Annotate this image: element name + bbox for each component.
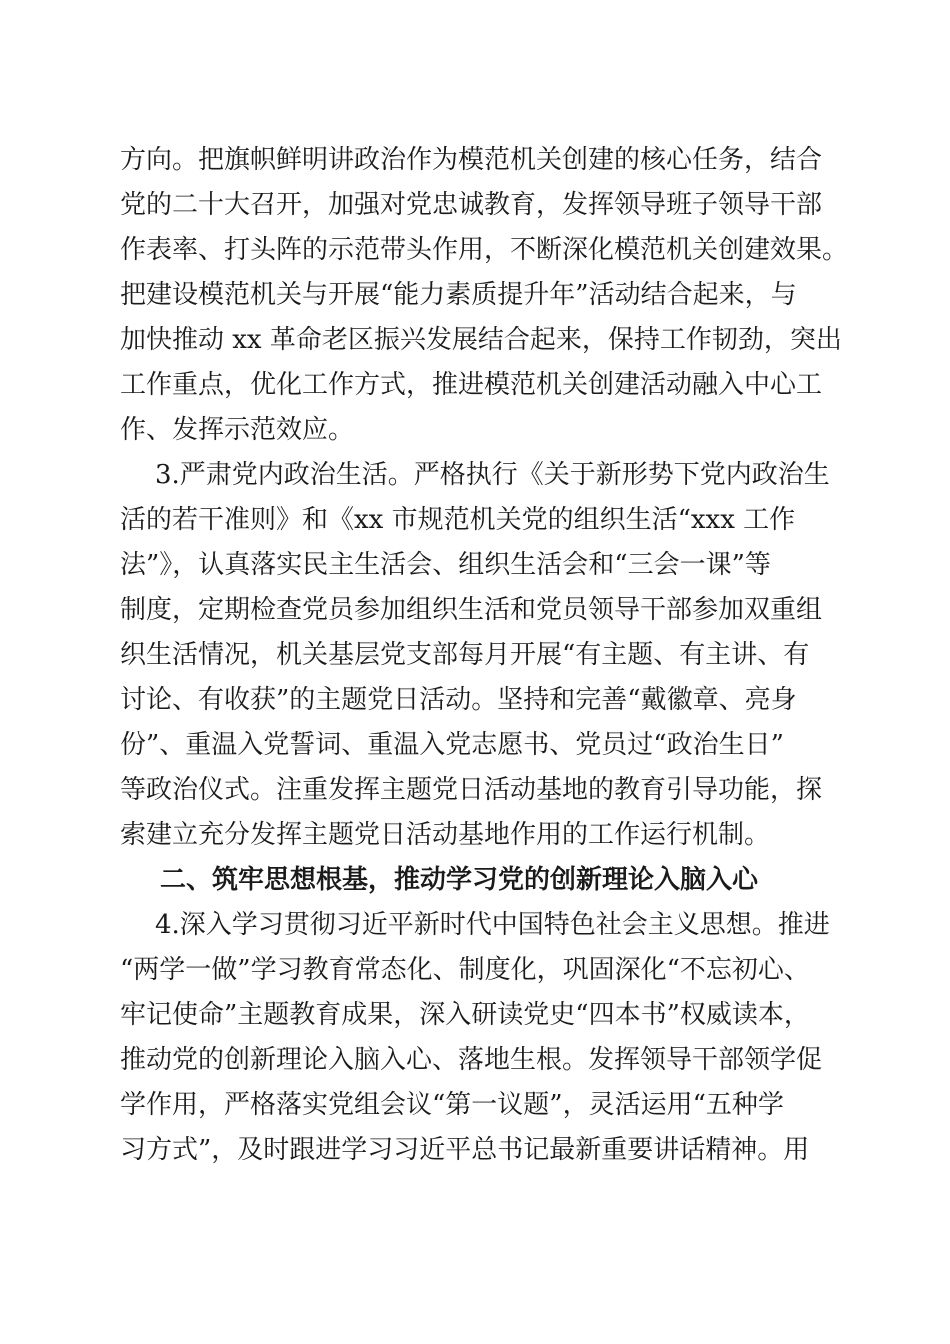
paragraph-4-first-line: 4.深入学习贯彻习近平新时代中国特色社会主义思想。推进 (155, 910, 830, 940)
text-line: 习方式”，及时跟进学习习近平总书记最新重要讲话精神。用 (120, 1135, 810, 1165)
text-line: 份”、重温入党誓词、重温入党志愿书、党员过“政治生日” (120, 730, 784, 760)
text-line: 方向。把旗帜鲜明讲政治作为模范机关创建的核心任务，结合 (120, 145, 823, 175)
text-line: 学作用，严格落实党组会议“第一议题”，灵活运用“五种学 (120, 1090, 784, 1120)
text-line: 索建立充分发挥主题党日活动基地作用的工作运行机制。 (120, 820, 771, 850)
section-heading: 二、筑牢思想根基，推动学习党的创新理论入脑入心 (160, 865, 759, 895)
text-line: 等政治仪式。注重发挥主题党日活动基地的教育引导功能，探 (120, 775, 823, 805)
text-line: 织生活情况，机关基层党支部每月开展“有主题、有主讲、有 (120, 640, 810, 670)
text-line: “两学一做”学习教育常态化、制度化，巩固深化“不忘初心、 (120, 955, 810, 985)
text-line: 讨论、有收获”的主题党日活动。坚持和完善“戴徽章、亮身 (120, 685, 797, 715)
text-line: 作、发挥示范效应。 (120, 415, 355, 445)
text-line: 制度，定期检查党员参加组织生活和党员领导干部参加双重组 (120, 595, 823, 625)
text-line: 牢记使命”主题教育成果，深入研读党史“四本书”权威读本， (120, 1000, 810, 1030)
text-line: 法”》，认真落实民主生活会、组织生活会和“三会一课”等 (120, 550, 771, 580)
text-line: 推动党的创新理论入脑入心、落地生根。发挥领导干部领学促 (120, 1045, 823, 1075)
text-line: 活的若干准则》和《xx 市规范机关党的组织生活“xxx 工作 (120, 505, 796, 535)
text-line: 作表率、打头阵的示范带头作用，不断深化模范机关创建效果。 (120, 235, 849, 265)
text-line: 把建设模范机关与开展“能力素质提升年”活动结合起来，与 (120, 280, 797, 310)
text-line: 工作重点，优化工作方式，推进模范机关创建活动融入中心工 (120, 370, 823, 400)
text-line: 加快推动 xx 革命老区振兴发展结合起来，保持工作韧劲，突出 (120, 325, 842, 355)
text-line: 党的二十大召开，加强对党忠诚教育，发挥领导班子领导干部 (120, 190, 823, 220)
paragraph-3-first-line: 3.严肃党内政治生活。严格执行《关于新形势下党内政治生 (155, 460, 830, 490)
